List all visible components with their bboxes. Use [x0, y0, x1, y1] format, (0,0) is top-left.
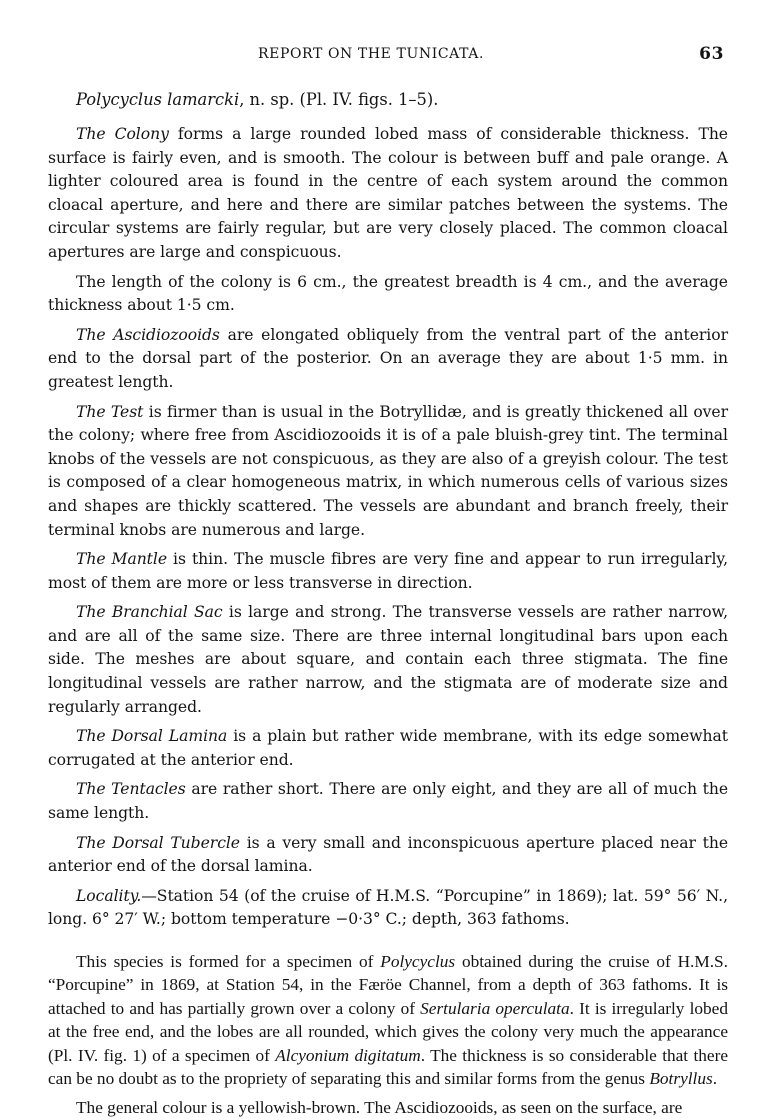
heading-branchial-sac: The Branchial Sac [76, 603, 223, 622]
text-dimensions: The length of the colony is 6 cm., the greatest breadth is 4 cm., and the average thickness about 1·5 cm. [48, 272, 728, 315]
species-name-sertularia: Sertularia operculata [420, 998, 570, 1018]
genus-name: Polycyclus [380, 952, 456, 971]
text-dorsal-lamina: is a plain but rather wide membrane, with its edge somewhat corrugated at the anterior end. [48, 727, 728, 769]
paragraph-tentacles [48, 778, 728, 825]
species-name: Polycyclus lamarcki [76, 90, 240, 109]
text-dorsal-tubercle: is a very small and inconspicuous aperture placed near the anterior end of the dorsal lamina. [48, 833, 728, 876]
genus-name-botryllus: Botryllus [649, 1069, 713, 1089]
heading-dorsal-lamina: The Dorsal Lamina [76, 727, 228, 746]
paragraph-dorsal-lamina [48, 725, 728, 772]
text-mantle: is thin. The muscle fibres are very fine and appear to run irregularly, most of them are more or less transverse in direction. [48, 550, 728, 592]
paragraph-locality [48, 885, 728, 932]
paragraph-dimensions [48, 271, 728, 318]
text-ascidiozooids: are elongated obliquely from the ventral part of the anterior end to the dorsal part of the posterior. On an average they are about 1·5 mm. in greatest length. [48, 325, 728, 391]
text-locality: —Station 54 (of the cruise of H.M.S. “Porcupine” in 1869); lat. 59° 56′ N., long. 6° 27′ W.; bottom temperature −0·3° C.; depth, 363 fathoms. [48, 886, 728, 929]
text-colony: forms a large rounded lobed mass of considerable thickness. The surface is fairly even, and is smooth. The colour is between buff and pale orange. A lighter coloured area is found in the centre of each system around the common cloacal aperture, and here and there are similar patches between the systems. The circular systems are fairly regular, but are very closely placed. The common cloacal apertures are large and conspicuous. [48, 125, 728, 261]
heading-colony: The Colony [76, 125, 169, 143]
remarks-paragraph-1 [48, 950, 728, 1090]
running-head [48, 46, 728, 68]
running-title: REPORT ON THE TUNICATA. [258, 46, 485, 62]
remarks-text: . [712, 1069, 718, 1089]
heading-mantle: The Mantle [76, 550, 168, 569]
text-tentacles: are rather short. There are only eight, and they are all of much the same length. [48, 780, 728, 823]
species-reference: , n. sp. (Pl. IV. figs. 1–5). [239, 90, 439, 109]
remarks [48, 950, 728, 1120]
paragraph-ascidiozooids [48, 324, 728, 395]
heading-tentacles: The Tentacles [76, 780, 186, 799]
page-number: 63 [699, 44, 724, 64]
paragraph-test [48, 401, 728, 543]
remarks-text: This species is formed for a specimen of [76, 952, 381, 971]
text-branchial-sac: is large and strong. The transverse vessels are rather narrow, and are all of the same size. There are three internal longitudinal bars upon each side. The meshes are about square, and contain each three stigmata. The fine longitudinal vessels are rather narrow, and the stigmata are of moderate size and regularly arranged. [48, 603, 728, 716]
paragraph-branchial-sac [48, 601, 728, 719]
heading-test: The Test [76, 402, 144, 421]
text-test: is firmer than is usual in the Botryllidæ, and is greatly thickened all over the colony; where free from Ascidiozooids it is of a pale bluish-grey tint. The terminal knobs of the vessels are not conspicuous, as they are also of a greyish colour. The test is composed of a clear homogeneous matrix, in which numerous cells of various sizes and shapes are thickly scattered. The vessels are abundant and branch freely, their terminal knobs are numerous and large. [48, 402, 729, 539]
remarks-text: The general colour is a yellowish-brown. The Ascidiozooids, as seen on the surface, are [76, 1098, 683, 1118]
heading-ascidiozooids: The Ascidiozooids [76, 325, 220, 344]
species-name-alcyonium: Alcyonium digitatum [275, 1045, 421, 1065]
remarks-text: . The thickness is so considerable that there can be no doubt as to the propriety of separating this and similar forms from the genus [48, 1045, 728, 1089]
species-title [76, 90, 728, 109]
paragraph-colony [48, 123, 728, 265]
paragraph-dorsal-tubercle [48, 832, 728, 879]
paragraph-mantle [48, 548, 728, 595]
remarks-paragraph-2 [48, 1096, 728, 1119]
remarks-text: obtained during the cruise of H.M.S. “Porcupine” in 1869, at Station 54, in the Færöe Channel, from a depth of 363 fathoms. It is attached to and has partially grown over a colony of [48, 952, 728, 1018]
remarks-text: . It is irregularly lobed at the free end, and the lobes are all rounded, which gives the colony very much the appearance (Pl. IV. fig. 1) of a specimen of [48, 998, 728, 1065]
description [48, 123, 728, 932]
heading-dorsal-tubercle: The Dorsal Tubercle [76, 833, 240, 852]
heading-locality: Locality. [76, 886, 142, 905]
